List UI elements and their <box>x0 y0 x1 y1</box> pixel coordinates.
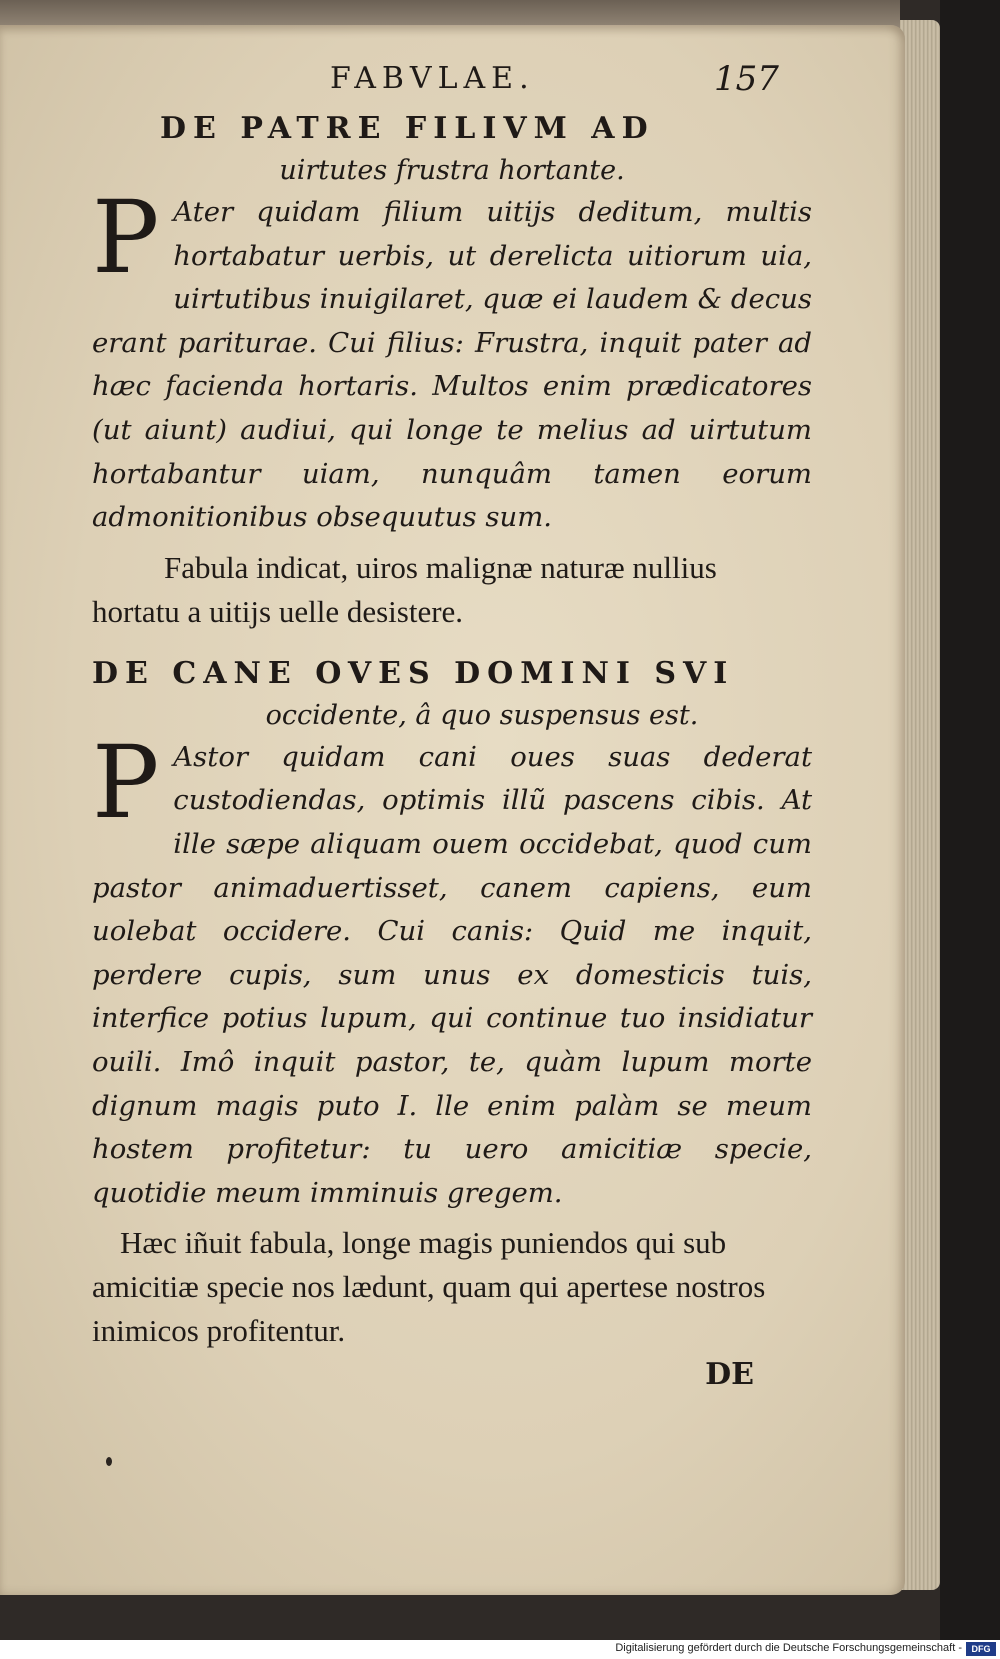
digitization-credit-bar <box>0 1640 1000 1659</box>
dfg-logo-icon: DFG <box>966 1642 996 1656</box>
credit-text: Digitalisierung gefördert durch die Deutsche Forschungsgemeinschaft - <box>615 1642 962 1654</box>
scan-background-right <box>940 0 1000 1659</box>
drop-initial: P <box>92 723 160 841</box>
ink-speck <box>106 1457 112 1466</box>
page-sheet <box>0 25 905 1595</box>
fable-1 <box>92 107 812 634</box>
fable-title: DE CANE OVES DOMINI SVI <box>92 655 735 691</box>
catchword: DE <box>705 1357 754 1393</box>
fable-subtitle: occidente, â quo suspensus est. <box>265 699 699 731</box>
fable-body <box>92 723 812 1216</box>
fable-body-text: Astor quidam cani oues suas dederat custodiendas, optimis illũ pascens cibis. At ille sæpe aliquam ouem occidebat, quod cum pastor animaduertisset, canem capiens, eum uolebat occidere. Cui canis: Quid me inquit, perdere cupis, sum unus ex domesticis tuis, interfice potius lupum, qui continue tuo insidiatur ouili. Imô inquit pastor, te, quàm lupum morte dignum magis puto I. lle enim palàm se meum hostem profitetur: tu uero amicitiæ specie, quotidie meum imminuis gregem. <box>92 740 812 1209</box>
drop-initial: P <box>92 179 160 296</box>
fable-moral: Hæc iñuit fabula, longe magis puniendos qui sub amicitiæ specie nos lædunt, quam qui apertese nostros inimicos profitentur. <box>92 1225 766 1349</box>
fable-moral: Fabula indicat, uiros malignæ naturæ nullius hortatu a uitijs uelle desistere. <box>92 549 717 629</box>
fable-body <box>92 179 812 540</box>
fable-2 <box>92 652 812 1354</box>
fable-subtitle: uirtutes frustra hortante. <box>279 155 625 186</box>
running-title: FABVLAE. <box>330 61 535 96</box>
section-gap <box>92 634 812 652</box>
running-head <box>92 55 812 107</box>
text-block <box>92 55 812 1392</box>
page-number: 157 <box>714 59 779 99</box>
fable-body-text: Ater quidam filium uitijs deditum, multis hortabatur uerbis, ut derelicta uitiorum uia, uirtutibus inuigilaret, quæ ei laudem & decus erant pariturae. Cui filius: Frustra, inquit pater ad hæc facienda hortaris. Multos enim prædicatores (ut aiunt) audiui, qui longe te melius ad uirtutum hortabantur uiam, nunquâm tamen eorum admonitionibus obsequutus sum. <box>92 196 812 534</box>
fable-title: DE PATRE FILIVM AD <box>160 111 655 146</box>
